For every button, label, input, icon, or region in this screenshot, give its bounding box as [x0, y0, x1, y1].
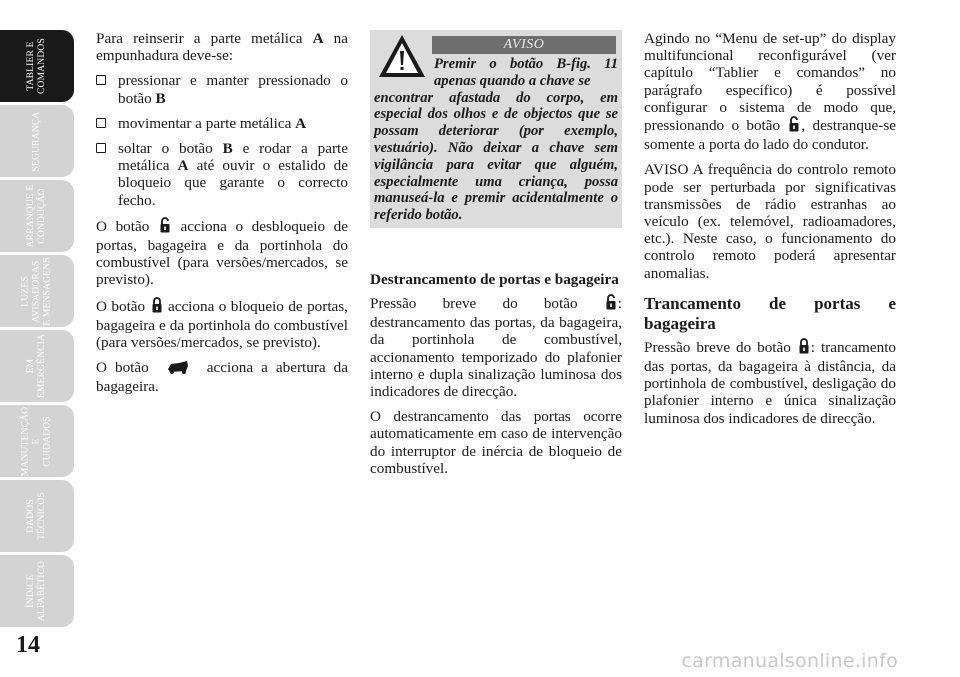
section-heading-unlock: Destrancamento de portas e bagageira	[370, 271, 619, 288]
paragraph-unlock: O botão acciona o desbloqueio de portas, bagageira e da portinhola do combustível (para versões/mercados, se previsto).	[96, 217, 348, 289]
lock-icon	[152, 297, 162, 317]
watermark: carmanualsonline.info	[681, 650, 898, 672]
paragraph-inertia: O destrancamento das portas ocorre automaticamente em caso de intervenção do interruptor de inércia de bloqueio de combustível.	[370, 408, 622, 477]
column-left	[96, 30, 348, 404]
paragraph-setup-menu: Agindo no “Menu de set-up” do display multifuncional reconfigurável (ver capítulo “Tablier e comandos” no parágrafo específico) é possível configurar o sistema de modo que, pressionando o botão , destranque-se somente a porta do lado do condutor.	[644, 30, 897, 154]
bullet-item: soltar o botão B e rodar a parte metálica A até ouvir o estalido de bloqueio que garante o correcto fecho.	[96, 140, 348, 209]
tab-indice-alfabetico[interactable]: ÍNDICE ALFABÉTICO	[0, 555, 74, 627]
unlock-icon	[606, 294, 616, 314]
tab-seguranca[interactable]: SEGURANÇA	[0, 105, 74, 177]
checkbox-bullet-icon	[96, 72, 118, 89]
column-right	[644, 30, 896, 435]
warning-text: Premir o botão B-fig. 11 apenas quando a chave se encontrar afastada do corpo, em especial dos olhos e de objectos que se possam deteriorar (por exemplo, vestuário). Não deixar a chave sem vigilância para evitar que alguém, especialmente uma criança, possa manuseá-la e premir acidentalmente o referido botão.	[374, 56, 618, 224]
unlock-icon	[789, 116, 799, 136]
paragraph-unlock-press: Pressão breve do botão : destrancamento das portas, da bagageira, da portinhola de combustível, accionamento temporizado do plafonier interno e dupla sinalização luminosa dos indicadores de direcção.	[370, 295, 622, 401]
tab-arranque-conducao[interactable]: ARRANQUE E CONDUÇÃO	[0, 180, 74, 252]
checkbox-bullet-icon	[96, 140, 118, 157]
tab-manutencao-cuidados[interactable]: MANUTENÇÃO E CUIDADOS	[0, 405, 74, 477]
bullet-item: pressionar e manter pressionado o botão B	[96, 72, 348, 106]
car-trunk-icon	[167, 360, 189, 378]
tab-dados-tecnicos[interactable]: DADOS TÉCNICOS	[0, 480, 74, 552]
tab-tablier-comandos[interactable]: TABLIER E COMANDOS	[0, 30, 74, 102]
page-number: 14	[16, 632, 40, 658]
tab-em-emergencia[interactable]: EM EMERGÊNCIA	[0, 330, 74, 402]
warning-box	[370, 30, 622, 228]
lock-icon	[799, 338, 809, 358]
unlock-icon	[160, 217, 170, 237]
paragraph-lock: O botão acciona o bloqueio de portas, bagageira e da portinhola do combustível (para versões/mercados, se previsto).	[96, 297, 348, 352]
section-heading-lock: Trancamento de portas e bagageira	[644, 293, 896, 333]
tab-luzes-avisadoras[interactable]: LUZES AVISADORAS E MENSAGENS	[0, 255, 74, 327]
paragraph-intro: Para reinserir a parte metálica A na empunhadura deve-se:	[96, 30, 348, 65]
checkbox-bullet-icon	[96, 115, 118, 132]
paragraph-lock-press: Pressão breve do botão : trancamento das portas, da bagageira à distância, da portinhola de combustível, desligação do plafonier interno e única sinalização luminosa dos indicadores de direcção.	[644, 338, 897, 427]
paragraph-radio-warning: AVISO A frequência do controlo remoto pode ser perturbada por significativas transmissões de rádio estranhas ao veículo (ex. telemóvel, radioamadores, etc.). Neste caso, o funcionamento do controlo remoto poderá apresentar anomalias.	[644, 161, 896, 282]
bullet-item: movimentar a parte metálica A	[96, 115, 348, 132]
paragraph-trunk: O botão acciona a abertura da bagageira.	[96, 359, 348, 396]
column-middle	[370, 270, 622, 485]
warning-heading: AVISO	[432, 36, 616, 54]
